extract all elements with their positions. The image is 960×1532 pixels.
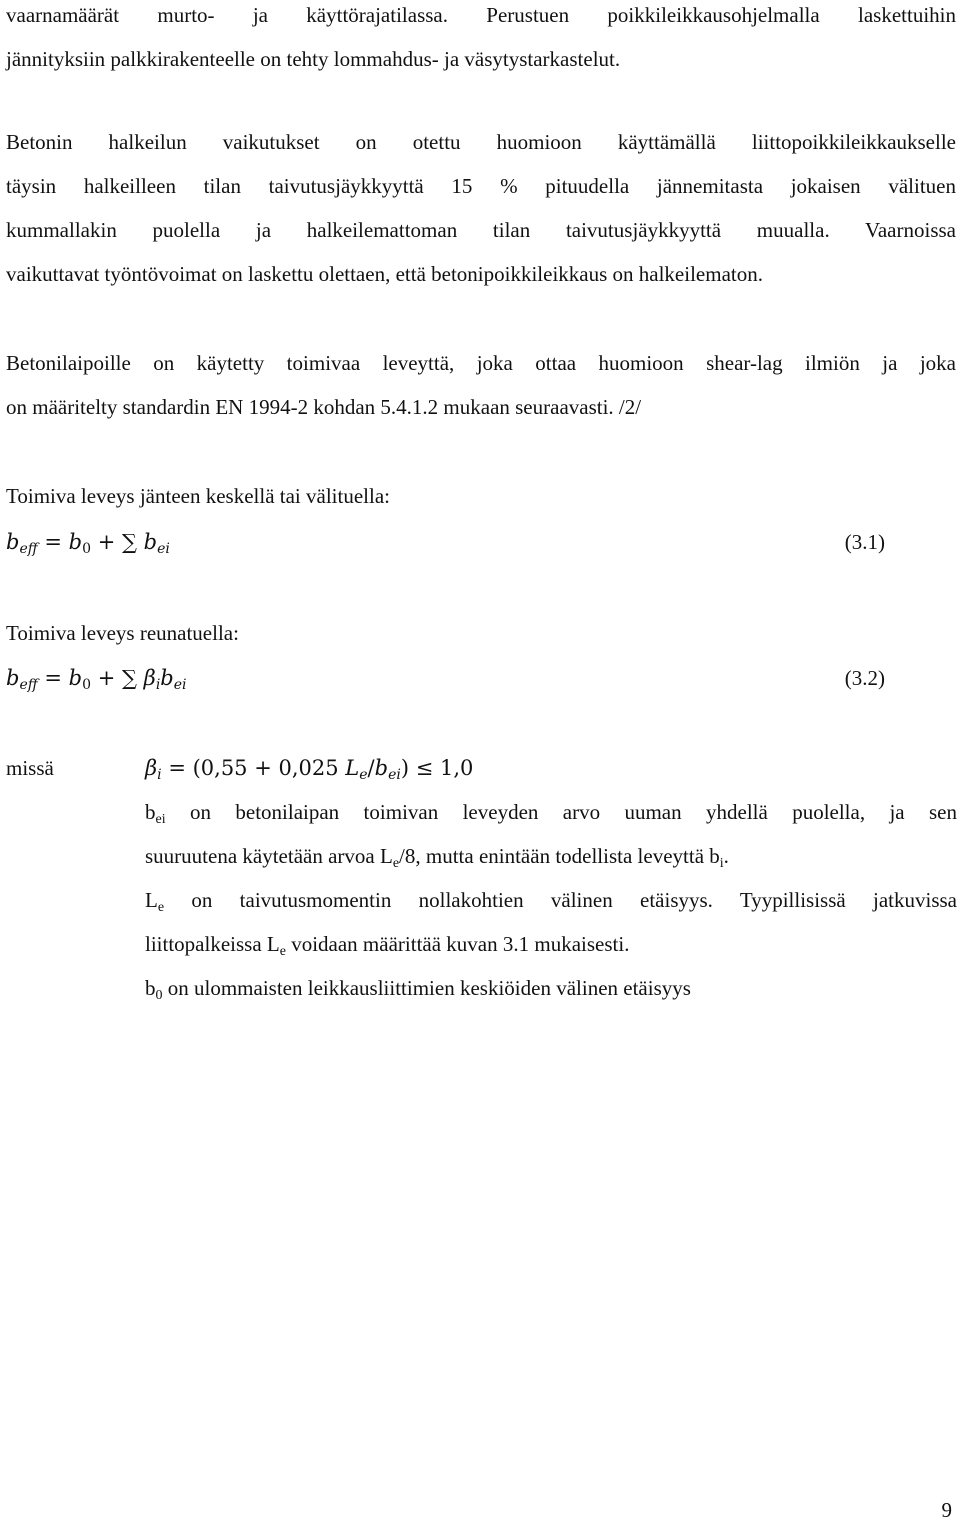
beta-def-open: = (0,55 + 0,025 [168, 756, 339, 780]
bei-line-2-sub: e [392, 856, 400, 871]
eq1-equals: = [44, 530, 62, 554]
beta-def-beta-sub: i [157, 767, 162, 783]
le-line-2-text-1: liittopalkeissa L [145, 932, 280, 956]
intro-line-2: jännityksiin palkkirakenteelle on tehty lommahdus- ja väsytystarkastelut. [6, 47, 621, 71]
eq2-term: b [160, 666, 174, 690]
eq2-heading: Toimiva leveys reunatuella: [6, 621, 239, 645]
flanges-line-1: Betonilaipoille on käytetty toimivaa leveyttä, joka ottaa huomioon shear-lag ilmiön ja joka [6, 351, 956, 375]
eq2-b0-sub: 0 [82, 677, 92, 693]
beta-def-L: L [345, 756, 360, 780]
eq1-b0: b [68, 530, 83, 554]
page-number: 9 [941, 1498, 952, 1522]
bei-line-2-sub-2: i [719, 856, 724, 871]
le-symbol: L [145, 888, 158, 912]
le-line-2-text-2: voidaan määrittää kuvan 3.1 mukaisesti. [291, 932, 630, 956]
beta-def-beta: β [145, 756, 158, 780]
bei-line-2-end: . [723, 844, 729, 868]
le-definition-line-2 [145, 922, 957, 966]
bei-line-2-text-2: /8, mutta enintään todellista leveyttä b [399, 844, 720, 868]
cracking-line-4: vaikuttavat työntövoimat on laskettu olettaen, että betonipoikkileikkaus on halkeilematon. [6, 262, 763, 286]
flanges-line-2: on määritelty standardin EN 1994-2 kohdan 5.4.1.2 mukaan seuraavasti. /2/ [6, 395, 642, 419]
b0-line-text: on ulommaisten leikkausliittimien keskiöiden välinen etäisyys [167, 976, 691, 1000]
b0-definition [145, 966, 957, 1010]
bei-definition-line-2 [145, 834, 957, 878]
cracking-line-1: Betonin halkeilun vaikutukset on otettu huomioon käyttämällä liittopoikkileikkaukselle [6, 130, 956, 154]
eq2-lhs: b [6, 666, 20, 690]
eq1-heading: Toimiva leveys jänteen keskellä tai välituella: [6, 484, 390, 508]
eq1-term: b [143, 530, 158, 554]
eq2-number: (3.2) [844, 666, 885, 690]
b0-symbol: b [145, 976, 156, 1000]
le-line-1-text: on taivutusmomentin nollakohtien välinen etäisyys. Tyypillisissä jatkuvissa [191, 888, 957, 912]
bei-definition-line-1 [145, 790, 957, 834]
eq2-beta: β [143, 666, 156, 690]
bei-symbol: b [145, 800, 156, 824]
eq2-term-sub: ei [173, 677, 187, 693]
beta-def-L-sub: e [359, 767, 368, 783]
beta-definition [145, 746, 957, 790]
eq1-plus-sum: + ∑ [97, 530, 137, 554]
le-definition-line-1 [145, 878, 957, 922]
eq2-plus-sum: + ∑ [97, 666, 137, 690]
beta-def-close: ) ≤ 1,0 [400, 756, 474, 780]
le-line-2-sub: e [279, 944, 286, 959]
beta-def-b: b [374, 756, 389, 780]
eq2-formula [6, 656, 187, 700]
cracking-line-2: täysin halkeilleen tilan taivutusjäykkyyttä 15 % pituudella jännemitasta jokaisen välituen [6, 174, 956, 198]
eq1-lhs-sub: eff [19, 541, 38, 557]
beta-def-slash: / [367, 756, 375, 780]
eq2-lhs-sub: eff [19, 677, 38, 693]
le-symbol-sub: e [157, 900, 165, 915]
b0-symbol-sub: 0 [155, 988, 163, 1003]
eq1-formula [6, 520, 170, 564]
cracking-line-3: kummallakin puolella ja halkeilemattoman tilan taivutusjäykkyyttä muualla. Vaarnoissa [6, 218, 956, 242]
eq1-number: (3.1) [844, 530, 885, 554]
eq2-b0: b [68, 666, 83, 690]
intro-paragraph [6, 0, 956, 81]
eq1-b0-sub: 0 [82, 541, 92, 557]
eq2-beta-sub: i [155, 677, 161, 693]
cracking-paragraph [6, 120, 956, 296]
bei-symbol-sub: ei [155, 812, 166, 827]
eq1-lhs: b [6, 530, 20, 554]
bei-line-2-text-1: suuruutena käytetään arvoa L [145, 844, 393, 868]
intro-line-1: vaarnamäärät murto- ja käyttörajatilassa. Perustuen poikkileikkausohjelmalla laskettuihin [6, 3, 956, 27]
where-label: missä [6, 756, 54, 780]
eq1-term-sub: ei [157, 541, 170, 557]
eq2-equals: = [44, 666, 62, 690]
flanges-paragraph [6, 341, 956, 429]
beta-def-b-sub: ei [388, 767, 401, 783]
bei-line-1-text: on betonilaipan toimivan leveyden arvo uuman yhdellä puolella, ja sen [190, 800, 957, 824]
